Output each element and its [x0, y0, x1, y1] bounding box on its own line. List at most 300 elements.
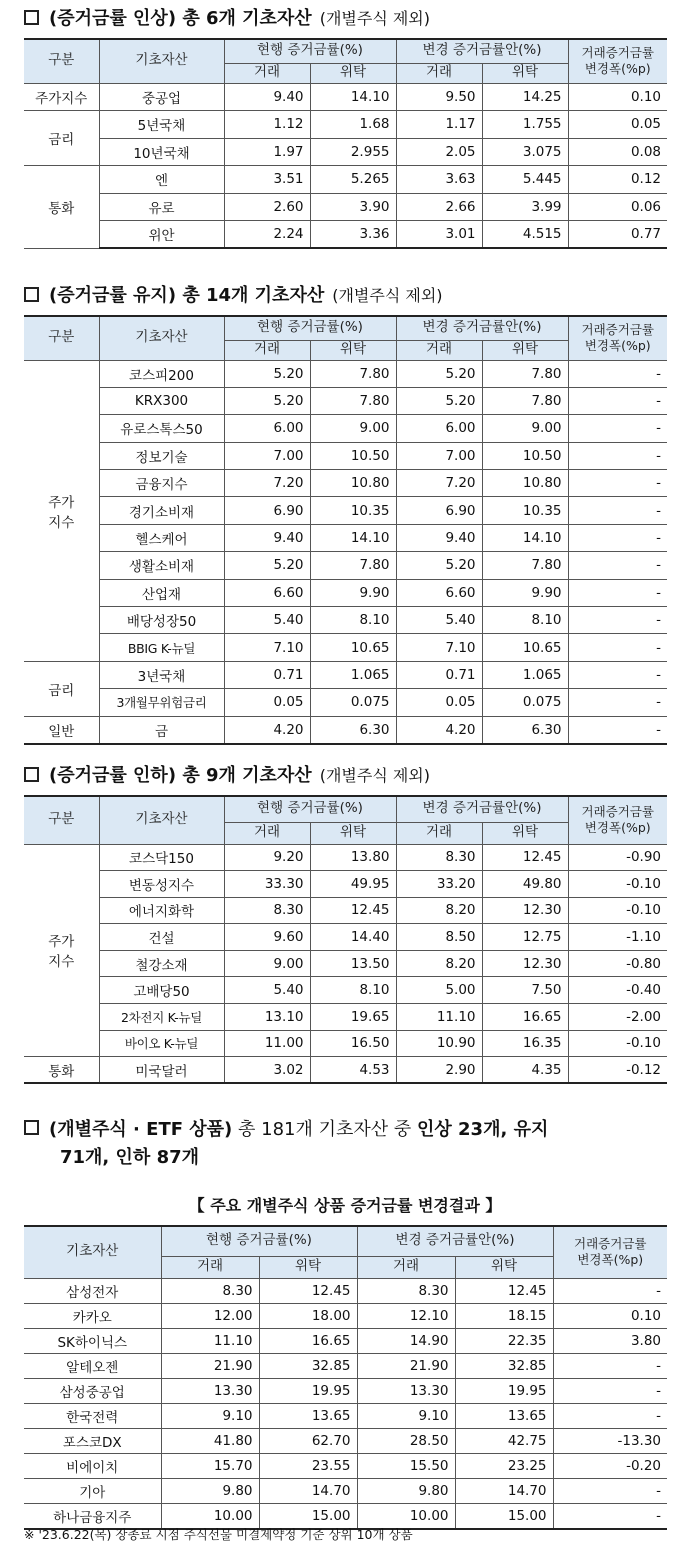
value-cell: 2.05: [396, 138, 482, 166]
header-change: [568, 796, 667, 844]
header-trade: 거래: [224, 822, 310, 844]
header-trade: 거래: [396, 63, 482, 83]
value-cell: 12.45: [259, 1278, 357, 1303]
category-cell: 통화: [24, 1057, 99, 1084]
asset-cell: 철강소재: [99, 950, 224, 977]
value-cell: -0.90: [568, 844, 667, 871]
value-cell: 7.00: [224, 442, 310, 469]
value-cell: 7.80: [482, 387, 568, 414]
value-cell: 10.65: [482, 634, 568, 661]
section-title-text: (증거금률 인하) 총 9개 기초자산: [49, 765, 312, 786]
value-cell: 19.95: [259, 1378, 357, 1403]
value-cell: 33.20: [396, 871, 482, 898]
value-cell: 41.80: [161, 1428, 259, 1453]
table-row: [24, 193, 667, 221]
asset-cell: 정보기술: [99, 442, 224, 469]
value-cell: -: [553, 1353, 667, 1378]
asset-cell: 유로스톡스50: [99, 415, 224, 442]
value-cell: 0.06: [568, 193, 667, 221]
checkbox-square-icon: [24, 767, 39, 782]
value-cell: 14.70: [455, 1478, 553, 1503]
asset-cell: 2차전지 K-뉴딜: [99, 1004, 224, 1031]
value-cell: 14.90: [357, 1328, 455, 1353]
table-row: [24, 607, 667, 634]
table-row: [24, 1453, 667, 1478]
checkbox-square-icon: [24, 1120, 39, 1135]
table-row: [24, 661, 667, 688]
table-row: [24, 111, 667, 139]
asset-cell: 배당성장50: [99, 607, 224, 634]
value-cell: 9.90: [482, 579, 568, 606]
value-cell: 23.55: [259, 1453, 357, 1478]
value-cell: 13.30: [357, 1378, 455, 1403]
header-trust: 위탁: [259, 1256, 357, 1278]
value-cell: -1.10: [568, 924, 667, 951]
value-cell: 16.50: [310, 1030, 396, 1057]
table-row: [24, 83, 667, 111]
value-cell: 1.065: [310, 661, 396, 688]
value-cell: 8.30: [161, 1278, 259, 1303]
value-cell: 12.45: [482, 844, 568, 871]
value-cell: -0.10: [568, 871, 667, 898]
value-cell: 12.75: [482, 924, 568, 951]
header-trade: 거래: [357, 1256, 455, 1278]
asset-cell: 알테오젠: [24, 1353, 161, 1378]
header-trade: 거래: [224, 340, 310, 360]
value-cell: -: [568, 579, 667, 606]
value-cell: 0.08: [568, 138, 667, 166]
table-row: [24, 634, 667, 661]
section-title-stock-etf: [24, 1116, 674, 1172]
header-trade: 거래: [396, 822, 482, 844]
table-row: [24, 1303, 667, 1328]
value-cell: 2.90: [396, 1057, 482, 1084]
value-cell: 6.00: [396, 415, 482, 442]
asset-cell: 중공업: [99, 83, 224, 111]
value-cell: 5.20: [396, 387, 482, 414]
value-cell: 5.445: [482, 166, 568, 194]
value-cell: 18.15: [455, 1303, 553, 1328]
value-cell: -0.10: [568, 1030, 667, 1057]
value-cell: 9.40: [396, 524, 482, 551]
value-cell: 3.36: [310, 221, 396, 249]
table-row: [24, 1378, 667, 1403]
asset-cell: 헬스케어: [99, 524, 224, 551]
asset-cell: 금: [99, 716, 224, 744]
table-row: [24, 1478, 667, 1503]
value-cell: -0.20: [553, 1453, 667, 1478]
value-cell: -: [568, 470, 667, 497]
asset-cell: 포스코DX: [24, 1428, 161, 1453]
asset-cell: 하나금융지주: [24, 1503, 161, 1529]
value-cell: 2.24: [224, 221, 310, 249]
value-cell: 8.10: [482, 607, 568, 634]
value-cell: 5.40: [396, 607, 482, 634]
value-cell: 0.075: [482, 689, 568, 716]
value-cell: 49.80: [482, 871, 568, 898]
value-cell: 9.80: [357, 1478, 455, 1503]
table-row: [24, 1353, 667, 1378]
value-cell: 0.71: [224, 661, 310, 688]
value-cell: 5.265: [310, 166, 396, 194]
value-cell: -: [568, 387, 667, 414]
value-cell: -13.30: [553, 1428, 667, 1453]
value-cell: 28.50: [357, 1428, 455, 1453]
header-change-line1: 거래증거금률: [581, 322, 654, 337]
value-cell: 9.40: [224, 83, 310, 111]
asset-cell: 유로: [99, 193, 224, 221]
value-cell: 16.65: [259, 1328, 357, 1353]
value-cell: 32.85: [259, 1353, 357, 1378]
value-cell: -: [568, 634, 667, 661]
value-cell: 3.51: [224, 166, 310, 194]
asset-cell: 변동성지수: [99, 871, 224, 898]
value-cell: 11.00: [224, 1030, 310, 1057]
table-row: [24, 716, 667, 744]
value-cell: 7.80: [310, 387, 396, 414]
asset-cell: 미국달러: [99, 1057, 224, 1084]
value-cell: 7.50: [482, 977, 568, 1004]
value-cell: 9.10: [161, 1403, 259, 1428]
table-row: [24, 1057, 667, 1084]
header-asset: 기초자산: [99, 796, 224, 844]
value-cell: 3.02: [224, 1057, 310, 1084]
asset-cell: 산업재: [99, 579, 224, 606]
section-title-mid: 총 181개 기초자산 중: [232, 1119, 417, 1140]
value-cell: 1.68: [310, 111, 396, 139]
value-cell: 13.50: [310, 950, 396, 977]
section-title-end: 인상 23개, 유지: [416, 1119, 549, 1140]
header-proposed: 변경 증거금률안(%): [396, 316, 568, 340]
value-cell: 16.65: [482, 1004, 568, 1031]
value-cell: -: [568, 689, 667, 716]
value-cell: -2.00: [568, 1004, 667, 1031]
value-cell: 12.10: [357, 1303, 455, 1328]
value-cell: 18.00: [259, 1303, 357, 1328]
value-cell: 13.65: [455, 1403, 553, 1428]
checkbox-square-icon: [24, 287, 39, 302]
value-cell: 8.30: [396, 844, 482, 871]
value-cell: 10.00: [161, 1503, 259, 1529]
header-trade: 거래: [396, 340, 482, 360]
value-cell: 9.90: [310, 579, 396, 606]
maintain-table: [24, 315, 667, 745]
value-cell: 6.90: [396, 497, 482, 524]
value-cell: 13.10: [224, 1004, 310, 1031]
section-title-note: (개별주식 제외): [319, 765, 431, 785]
value-cell: -: [568, 524, 667, 551]
value-cell: 14.25: [482, 83, 568, 111]
value-cell: -: [568, 716, 667, 744]
value-cell: 7.10: [396, 634, 482, 661]
asset-cell: 바이오 K-뉴딜: [99, 1030, 224, 1057]
value-cell: 6.90: [224, 497, 310, 524]
category-cell: 주가 지수: [24, 844, 99, 1057]
value-cell: 7.80: [482, 552, 568, 579]
section-title-note: (개별주식 제외): [332, 285, 443, 305]
value-cell: 2.60: [224, 193, 310, 221]
value-cell: 6.30: [482, 716, 568, 744]
asset-cell: 한국전력: [24, 1403, 161, 1428]
header-change-line2: 변경폭(%p): [584, 820, 651, 836]
value-cell: 4.35: [482, 1057, 568, 1084]
table-row: [24, 924, 667, 951]
value-cell: 5.00: [396, 977, 482, 1004]
value-cell: 8.20: [396, 897, 482, 924]
value-cell: 6.30: [310, 716, 396, 744]
value-cell: -: [553, 1503, 667, 1529]
asset-cell: 기아: [24, 1478, 161, 1503]
value-cell: 23.25: [455, 1453, 553, 1478]
value-cell: 3.63: [396, 166, 482, 194]
section-title-bold: (개별주식 · ETF 상품): [49, 1119, 233, 1140]
value-cell: 42.75: [455, 1428, 553, 1453]
table-row: [24, 689, 667, 716]
table-row: [24, 138, 667, 166]
value-cell: 0.10: [553, 1303, 667, 1328]
asset-cell: KRX300: [99, 387, 224, 414]
value-cell: 7.00: [396, 442, 482, 469]
section-title-increase: [24, 4, 430, 30]
value-cell: -: [568, 552, 667, 579]
value-cell: 10.90: [396, 1030, 482, 1057]
value-cell: 9.50: [396, 83, 482, 111]
value-cell: 14.10: [482, 524, 568, 551]
table-row: [24, 524, 667, 551]
value-cell: 1.12: [224, 111, 310, 139]
value-cell: 4.20: [396, 716, 482, 744]
asset-cell: 에너지화학: [99, 897, 224, 924]
value-cell: 6.60: [396, 579, 482, 606]
table-row: [24, 360, 667, 387]
asset-cell: 엔: [99, 166, 224, 194]
value-cell: 13.30: [161, 1378, 259, 1403]
header-trade: 거래: [161, 1256, 259, 1278]
section-title-line2: 71개, 인하 87개: [60, 1147, 200, 1168]
asset-cell: 삼성중공업: [24, 1378, 161, 1403]
header-asset: 기초자산: [99, 39, 224, 83]
asset-cell: 카카오: [24, 1303, 161, 1328]
value-cell: -: [568, 607, 667, 634]
value-cell: 7.10: [224, 634, 310, 661]
value-cell: 13.65: [259, 1403, 357, 1428]
value-cell: 6.60: [224, 579, 310, 606]
table-row: [24, 387, 667, 414]
value-cell: 15.70: [161, 1453, 259, 1478]
stock-table: [24, 1225, 667, 1530]
table-row: [24, 1004, 667, 1031]
section-title-note: (개별주식 제외): [319, 8, 431, 28]
header-trust: 위탁: [310, 340, 396, 360]
asset-cell: 코스닥150: [99, 844, 224, 871]
value-cell: 62.70: [259, 1428, 357, 1453]
table-row: [24, 844, 667, 871]
value-cell: 12.30: [482, 897, 568, 924]
header-asset: 기초자산: [24, 1226, 161, 1278]
value-cell: 4.20: [224, 716, 310, 744]
header-trust: 위탁: [482, 822, 568, 844]
value-cell: 33.30: [224, 871, 310, 898]
category-cell: 금리: [24, 111, 99, 166]
asset-cell: 10년국채: [99, 138, 224, 166]
value-cell: 0.05: [396, 689, 482, 716]
value-cell: -0.10: [568, 897, 667, 924]
table-row: [24, 166, 667, 194]
value-cell: 12.00: [161, 1303, 259, 1328]
value-cell: 1.755: [482, 111, 568, 139]
value-cell: 8.10: [310, 977, 396, 1004]
value-cell: 9.80: [161, 1478, 259, 1503]
value-cell: 4.515: [482, 221, 568, 249]
value-cell: 8.30: [357, 1278, 455, 1303]
value-cell: 9.00: [310, 415, 396, 442]
header-current: 현행 증거금률(%): [224, 316, 396, 340]
header-trust: 위탁: [310, 822, 396, 844]
value-cell: 9.20: [224, 844, 310, 871]
value-cell: 14.10: [310, 524, 396, 551]
value-cell: -: [568, 415, 667, 442]
category-cell: 주가 지수: [24, 360, 99, 661]
header-change-line1: 거래증거금률: [581, 804, 654, 819]
section-title-decrease: [24, 761, 430, 787]
value-cell: 7.20: [224, 470, 310, 497]
header-category: 구분: [24, 316, 99, 360]
value-cell: 0.10: [568, 83, 667, 111]
table-row: [24, 221, 667, 249]
decrease-table: [24, 795, 667, 1084]
value-cell: 0.05: [568, 111, 667, 139]
value-cell: 12.45: [455, 1278, 553, 1303]
value-cell: 3.80: [553, 1328, 667, 1353]
value-cell: 5.20: [224, 360, 310, 387]
value-cell: 49.95: [310, 871, 396, 898]
value-cell: -: [568, 661, 667, 688]
increase-table: [24, 38, 667, 249]
footnote: ※ '23.6.22(목) 장종료 시점 주식선물 미결제약정 기준 상위 10개 상품: [24, 1527, 413, 1542]
section-title-text: (증거금률 유지) 총 14개 기초자산: [49, 285, 325, 306]
value-cell: 21.90: [161, 1353, 259, 1378]
value-cell: 3.01: [396, 221, 482, 249]
table-row: [24, 470, 667, 497]
value-cell: 5.20: [224, 387, 310, 414]
value-cell: 15.50: [357, 1453, 455, 1478]
header-change-line2: 변경폭(%p): [584, 61, 651, 77]
value-cell: 16.35: [482, 1030, 568, 1057]
header-change-line2: 변경폭(%p): [577, 1252, 644, 1268]
value-cell: 5.20: [396, 360, 482, 387]
value-cell: 10.35: [310, 497, 396, 524]
value-cell: 0.71: [396, 661, 482, 688]
category-cell: 주가지수: [24, 83, 99, 111]
value-cell: 7.80: [482, 360, 568, 387]
value-cell: 14.10: [310, 83, 396, 111]
header-current: 현행 증거금률(%): [161, 1226, 357, 1256]
asset-cell: 금융지수: [99, 470, 224, 497]
value-cell: 10.80: [310, 470, 396, 497]
value-cell: 2.66: [396, 193, 482, 221]
value-cell: 11.10: [161, 1328, 259, 1353]
value-cell: 32.85: [455, 1353, 553, 1378]
value-cell: 1.97: [224, 138, 310, 166]
value-cell: 19.95: [455, 1378, 553, 1403]
stock-table-caption: 【 주요 개별주식 상품 증거금률 변경결과 】: [188, 1196, 502, 1215]
value-cell: 10.00: [357, 1503, 455, 1529]
header-trust: 위탁: [482, 340, 568, 360]
value-cell: 10.50: [482, 442, 568, 469]
category-cell: 일반: [24, 716, 99, 744]
value-cell: 8.20: [396, 950, 482, 977]
value-cell: 12.45: [310, 897, 396, 924]
value-cell: 19.65: [310, 1004, 396, 1031]
category-cell: 금리: [24, 661, 99, 716]
value-cell: 9.40: [224, 524, 310, 551]
value-cell: 5.40: [224, 977, 310, 1004]
asset-cell: 경기소비재: [99, 497, 224, 524]
value-cell: -: [568, 497, 667, 524]
value-cell: 9.00: [482, 415, 568, 442]
value-cell: 14.40: [310, 924, 396, 951]
header-proposed: 변경 증거금률안(%): [357, 1226, 553, 1256]
header-trust: 위탁: [482, 63, 568, 83]
value-cell: 9.60: [224, 924, 310, 951]
value-cell: 7.80: [310, 552, 396, 579]
header-current: 현행 증거금률(%): [224, 796, 396, 822]
header-current: 현행 증거금률(%): [224, 39, 396, 63]
asset-cell: 삼성전자: [24, 1278, 161, 1303]
table-row: [24, 1328, 667, 1353]
value-cell: 21.90: [357, 1353, 455, 1378]
table-row: [24, 415, 667, 442]
value-cell: 8.10: [310, 607, 396, 634]
checkbox-square-icon: [24, 10, 39, 25]
table-row: [24, 579, 667, 606]
value-cell: -0.80: [568, 950, 667, 977]
asset-cell: 건설: [99, 924, 224, 951]
value-cell: 10.65: [310, 634, 396, 661]
asset-cell: 5년국채: [99, 111, 224, 139]
asset-cell: 3년국채: [99, 661, 224, 688]
value-cell: 10.35: [482, 497, 568, 524]
asset-cell: 3개월무위험금리: [99, 689, 224, 716]
value-cell: -0.40: [568, 977, 667, 1004]
header-trust: 위탁: [310, 63, 396, 83]
header-change-line1: 거래증거금률: [574, 1236, 647, 1251]
value-cell: 1.17: [396, 111, 482, 139]
value-cell: -: [553, 1478, 667, 1503]
value-cell: -: [553, 1403, 667, 1428]
asset-cell: 고배당50: [99, 977, 224, 1004]
header-change: [553, 1226, 667, 1278]
value-cell: 5.40: [224, 607, 310, 634]
table-row: [24, 950, 667, 977]
table-row: [24, 552, 667, 579]
value-cell: -: [553, 1378, 667, 1403]
value-cell: 5.20: [224, 552, 310, 579]
value-cell: 15.00: [455, 1503, 553, 1529]
asset-cell: 코스피200: [99, 360, 224, 387]
value-cell: -0.12: [568, 1057, 667, 1084]
asset-cell: 생활소비재: [99, 552, 224, 579]
value-cell: 7.20: [396, 470, 482, 497]
asset-cell: 위안: [99, 221, 224, 249]
value-cell: 0.12: [568, 166, 667, 194]
value-cell: -: [553, 1278, 667, 1303]
header-change-line2: 변경폭(%p): [584, 338, 651, 354]
section-title-text: (증거금률 인상) 총 6개 기초자산: [49, 8, 312, 29]
value-cell: 9.00: [224, 950, 310, 977]
value-cell: 3.90: [310, 193, 396, 221]
asset-cell: 비에이치: [24, 1453, 161, 1478]
